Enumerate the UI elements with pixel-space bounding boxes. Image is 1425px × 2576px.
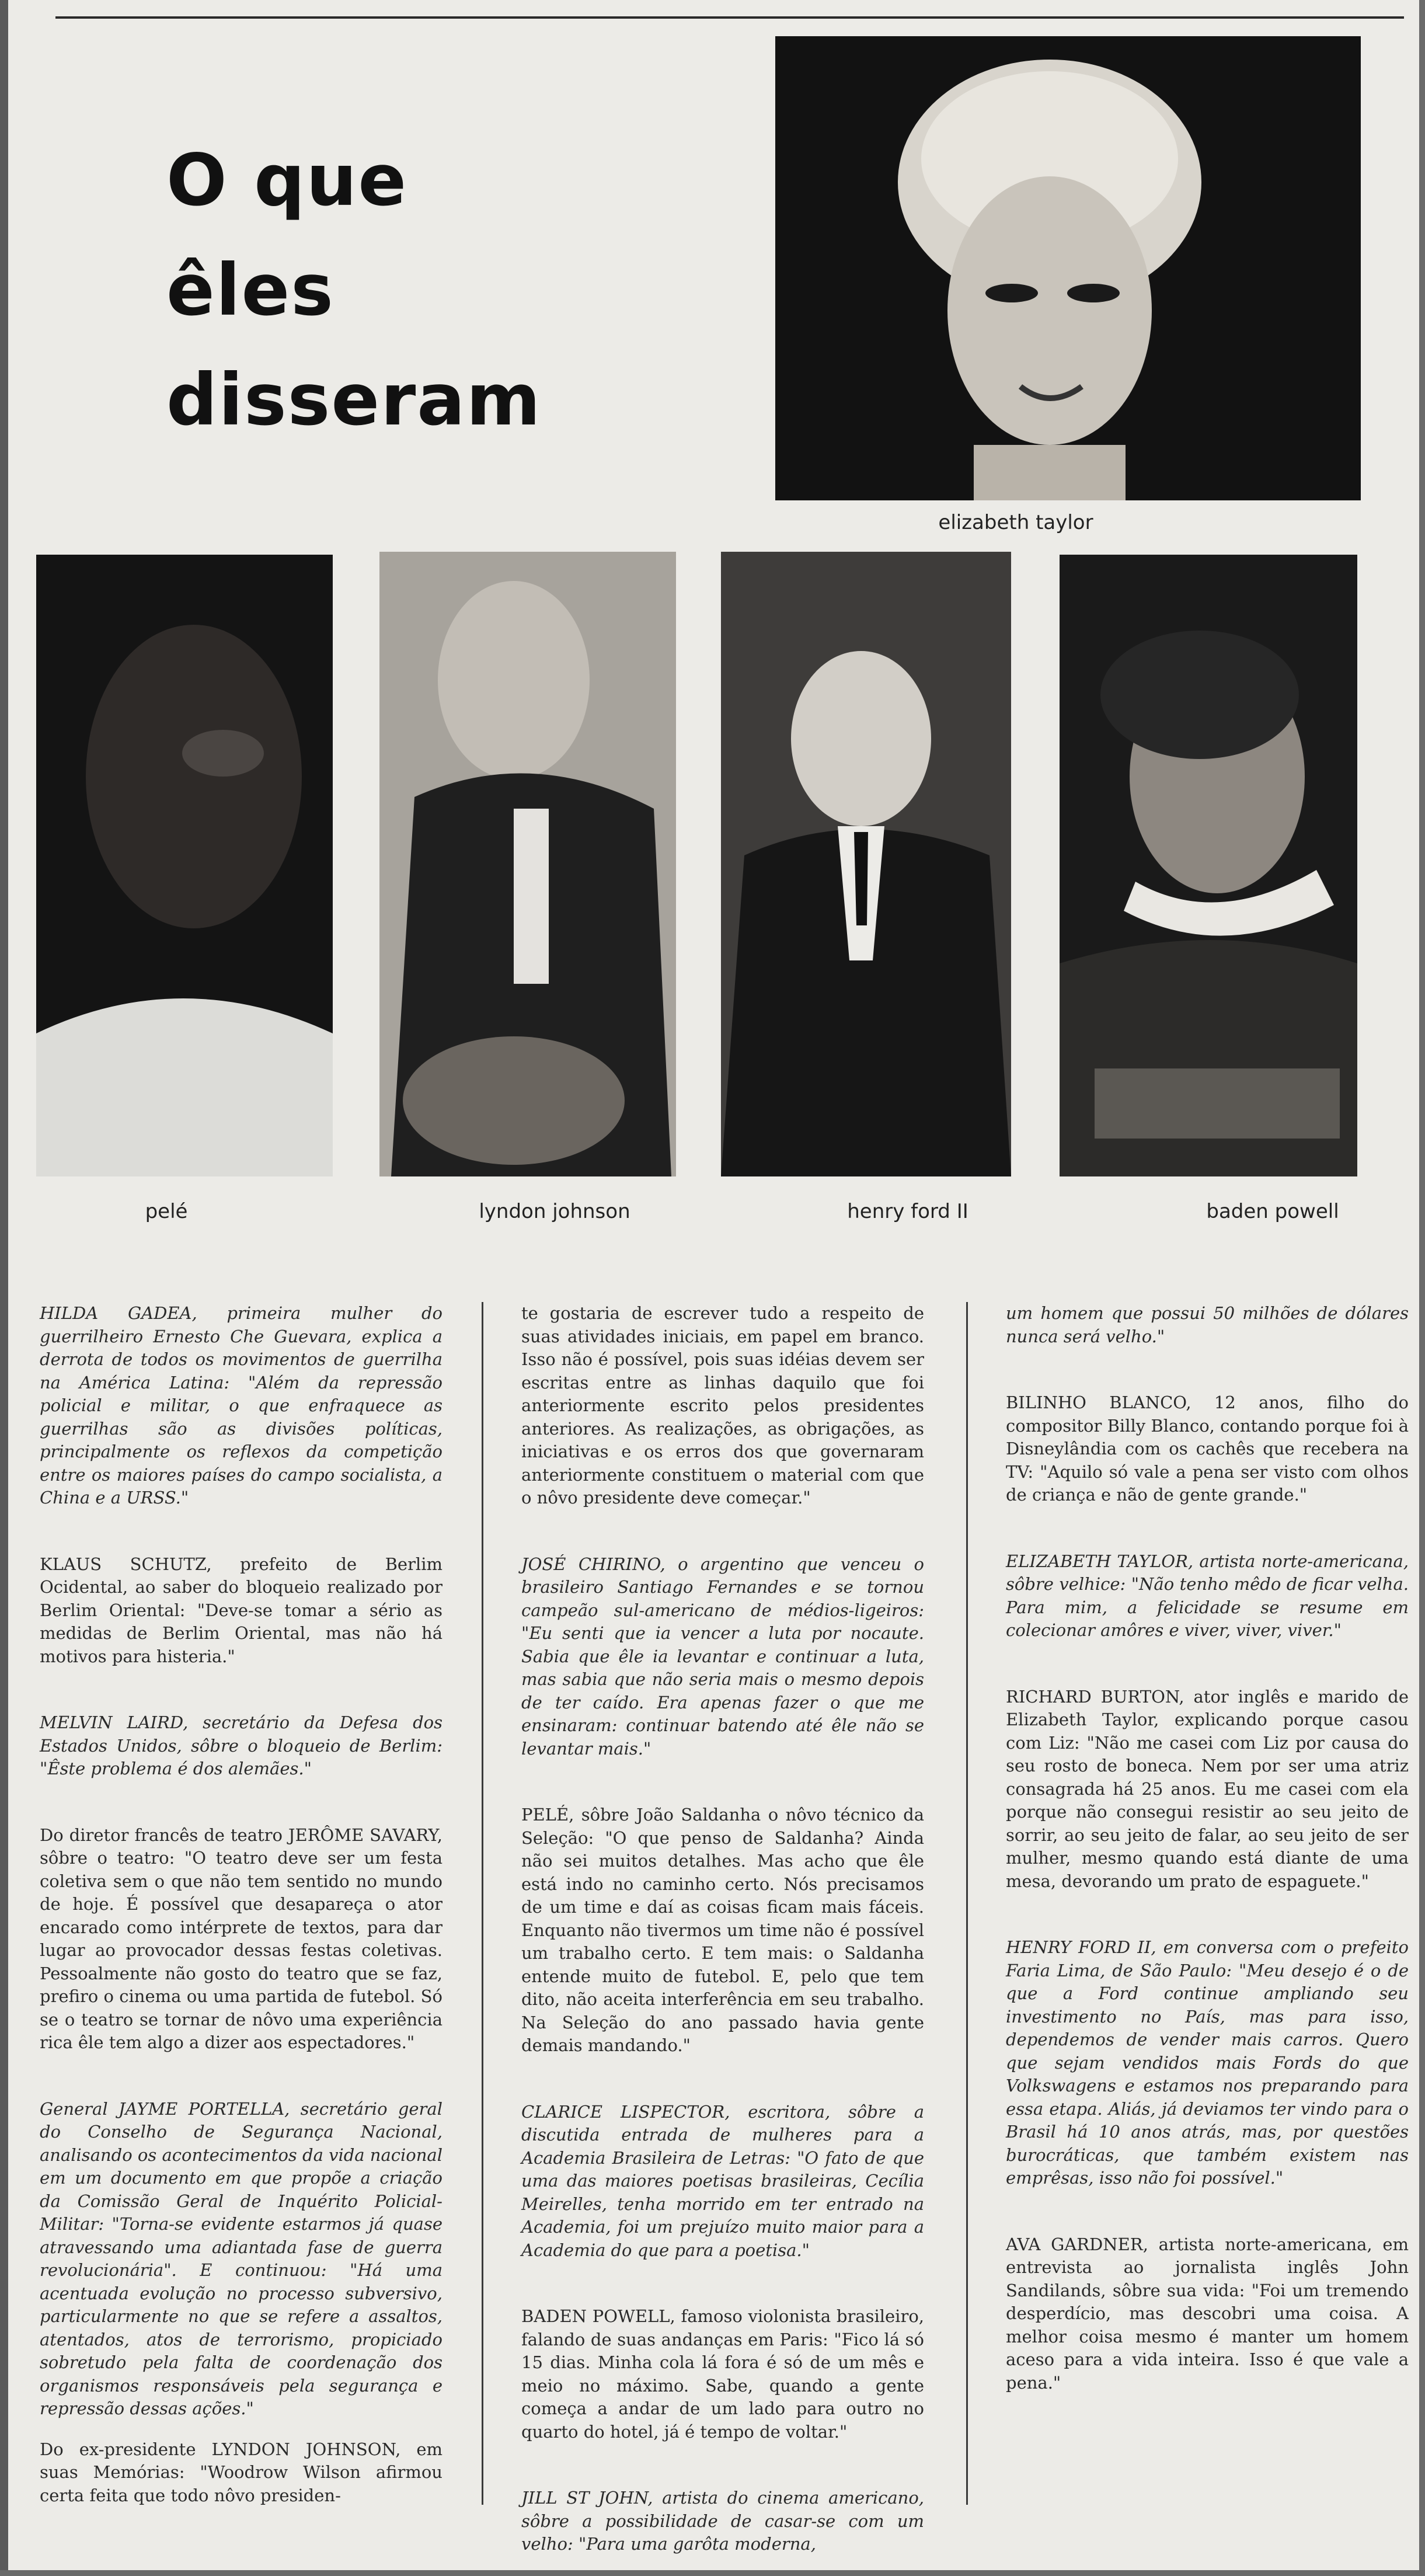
text-column-1	[40, 1302, 443, 2550]
scan-border-left	[0, 0, 8, 2576]
quote-jill-st-john: JILL ST JOHN, artista do cinema americano, sôbre a possibilidade de casar-se com um velho: "Para uma garôta moderna,	[521, 2488, 924, 2554]
caption-baden-powell: baden powell	[1206, 1200, 1339, 1223]
quote-elizabeth-taylor: ELIZABETH TAYLOR, artista norte-americana, sôbre velhice: "Não tenho mêdo de ficar velha. Para mim, a felicidade se resume em colecionar amôres e viver, viver, viver."	[1006, 1551, 1409, 1640]
top-rule	[55, 16, 1404, 19]
photo-lyndon-johnson	[379, 552, 676, 1176]
portrait-henry-ford	[721, 552, 1011, 1176]
caption-henry-ford: henry ford II	[847, 1200, 968, 1223]
quote-pele: PELÉ, sôbre João Saldanha o nôvo técnico da Seleção: "O que penso de Saldanha? Ainda não sei muitos detalhes. Mas acho que êle está indo no caminho certo. Nós precisamos de um time e daí as coisas ficam mais fáceis. Enquanto não tivermos um time não é possível um trabalho certo. E tem mais: o Saldanha entende muito de futebol. E, pelo que tem dito, não aceita interferência em seu trabalho. Na Seleção do ano passado havia gente demais mandando."	[521, 1805, 924, 2055]
photo-henry-ford	[721, 552, 1011, 1176]
quote-hilda-gadea: HILDA GADEA, primeira mulher do guerrilheiro Ernesto Che Guevara, explica a derrota de todos os movimentos de guerrilha na América Latina: "Além da repressão policial e militar, o que enfraquece as guerrilhas são as divisões políticas, principalmente os reflexos da competição entre os maiores países do campo socialista, a China e a URSS."	[40, 1303, 443, 1508]
quote-jill-st-john-continued: um homem que possui 50 milhões de dólares nunca será velho."	[1006, 1303, 1409, 1346]
caption-lyndon-johnson: lyndon johnson	[479, 1200, 630, 1223]
text-column-3	[1006, 1302, 1409, 2438]
headline-line-3: disseram	[166, 358, 542, 441]
portrait-lyndon-johnson	[379, 552, 676, 1176]
quote-lyndon-johnson-continued: te gostaria de escrever tudo a respeito de suas atividades iniciais, em papel em branco. Isso não é possível, pois suas idéias devem ser escritas entre as linhas daquilo que foi anteriormente escrito pelos presidentes anteriores. As realizações, as obrigações, as iniciativas e os erros dos que governaram anteriormente constituem o material com que o nôvo presidente deve começar."	[521, 1303, 924, 1508]
portrait-elizabeth-taylor	[775, 36, 1361, 500]
quote-lyndon-johnson: Do ex-presidente LYNDON JOHNSON, em suas Memórias: "Woodrow Wilson afirmou certa feita que todo nôvo presiden-	[40, 2439, 443, 2505]
quote-jerome-savary: Do diretor francês de teatro JERÔME SAVARY, sôbre o teatro: "O teatro deve ser um festa coletiva sem o que não tem sentido no mundo de hoje. É possível que desapareça o ator encarado como intérprete de textos, para dar lugar ao provocador dessas festas coletivas. Pessoalmente não gosto do teatro que se faz, prefiro o cinema ou uma partida de futebol. Só se o teatro se tornar de nôvo uma experiência rica êle tem algo a dizer aos espectadores."	[40, 1825, 443, 2052]
quote-jose-chirino: JOSÉ CHIRINO, o argentino que venceu o brasileiro Santiago Fernandes e se tornou campeão sul-americano de médios-ligeiros: "Eu senti que ia vencer a luta por nocaute. Sabia que êle ia levantar e continuar a luta, mas sabia que não seria mais o mesmo depois de ter caído. Era apenas fazer o que me ensinaram: continuar batendo até êle não se levantar mais."	[521, 1554, 924, 1759]
caption-pele: pelé	[145, 1200, 188, 1223]
portrait-pele	[36, 555, 333, 1176]
photo-pele	[36, 555, 333, 1176]
column-divider-2	[966, 1302, 968, 2505]
photo-baden-powell	[1060, 555, 1357, 1176]
photo-elizabeth-taylor	[775, 36, 1361, 500]
quote-klaus-schutz: KLAUS SCHUTZ, prefeito de Berlim Ocidental, ao saber do bloqueio realizado por Berlim Oriental: "Deve-se tomar a sério as medidas de Berlim Oriental, mas não há motivos para histeria."	[40, 1554, 443, 1666]
quote-baden-powell: BADEN POWELL, famoso violonista brasileiro, falando de suas andanças em Paris: "Fico lá só 15 dias. Minha cola lá fora é só de um mês e meio no máximo. Sabe, quando a gente começa a andar de um lado para outro no quarto do hotel, já é tempo de voltar."	[521, 2306, 924, 2442]
quote-ava-gardner: AVA GARDNER, artista norte-americana, em entrevista ao jornalista inglês John Sandilands, sôbre sua vida: "Foi um tremendo desperdício, mas descobri uma coisa. A melhor coisa mesmo é manter um homem aceso para a vida inteira. Isso é que vale a pena."	[1006, 2234, 1409, 2393]
column-divider-1	[482, 1302, 483, 2505]
headline-line-1: O que	[166, 139, 408, 222]
text-column-2	[521, 1302, 924, 2576]
quote-henry-ford: HENRY FORD II, em conversa com o prefeito Faria Lima, de São Paulo: "Meu desejo é o de que a Ford continue ampliando seu investimento no País, mas para isso, dependemos de vender mais carros. Quero que sejam vendidos mais Fords do que Volkswagens e estamos nos preparando para essa etapa. Aliás, já deviamos ter vindo para o Brasil há 10 anos atrás, mas, por questões burocráticas, que também existem nas emprêsas, isso não foi possível."	[1006, 1937, 1409, 2188]
quote-richard-burton: RICHARD BURTON, ator inglês e marido de Elizabeth Taylor, explicando porque casou com Liz: "Não me casei com Liz por causa do seu rosto de boneca. Nem por ser uma atriz consagrada há 25 anos. Eu me casei com ela porque não consegui resistir ao seu jeito de sorrir, ao seu jeito de falar, ao seu jeito de ser mulher, mesmo quando está diante de uma mesa, devorando um prato de espaguete."	[1006, 1686, 1409, 1891]
headline	[166, 126, 542, 455]
quote-melvin-laird: MELVIN LAIRD, secretário da Defesa dos Estados Unidos, sôbre o bloqueio de Berlim: "Êste problema é dos alemães."	[40, 1712, 443, 1778]
quote-clarice-lispector: CLARICE LISPECTOR, escritora, sôbre a discutida entrada de mulheres para a Academia Brasileira de Letras: "O fato de que uma das maiores poetisas brasileiras, Cecília Meirelles, tenha morrido em ter entrado na Academia, foi um prejuízo muito maior para a Academia do que para a poetisa."	[521, 2101, 924, 2260]
scan-border-right	[1419, 0, 1425, 2576]
headline-line-2: êles	[166, 249, 335, 332]
portrait-baden-powell	[1060, 555, 1357, 1176]
quote-jayme-portella: General JAYME PORTELLA, secretário geral do Conselho de Segurança Nacional, analisando os acontecimentos da vida nacional em um documento em que propõe a criação da Comissão Geral de Inquérito Policial-Militar: "Torna-se evidente estarmos já quase atravessando uma adiantada fase de guerra revolucionária". E continuou: "Há uma acentuada evolução no processo subversivo, particularmente no que se refere a assaltos, atentados, atos de terrorismo, propiciado sobretudo pela falta de coordenação dos organismos responsáveis pela segurança e repressão dessas ações."	[40, 2098, 443, 2418]
quote-bilinho-blanco: BILINHO BLANCO, 12 anos, filho do compositor Billy Blanco, contando porque foi à Disneylândia com os cachês que recebera na TV: "Aquilo só vale a pena ser visto com olhos de criança e não de gente grande."	[1006, 1393, 1409, 1505]
caption-elizabeth-taylor: elizabeth taylor	[938, 511, 1093, 534]
